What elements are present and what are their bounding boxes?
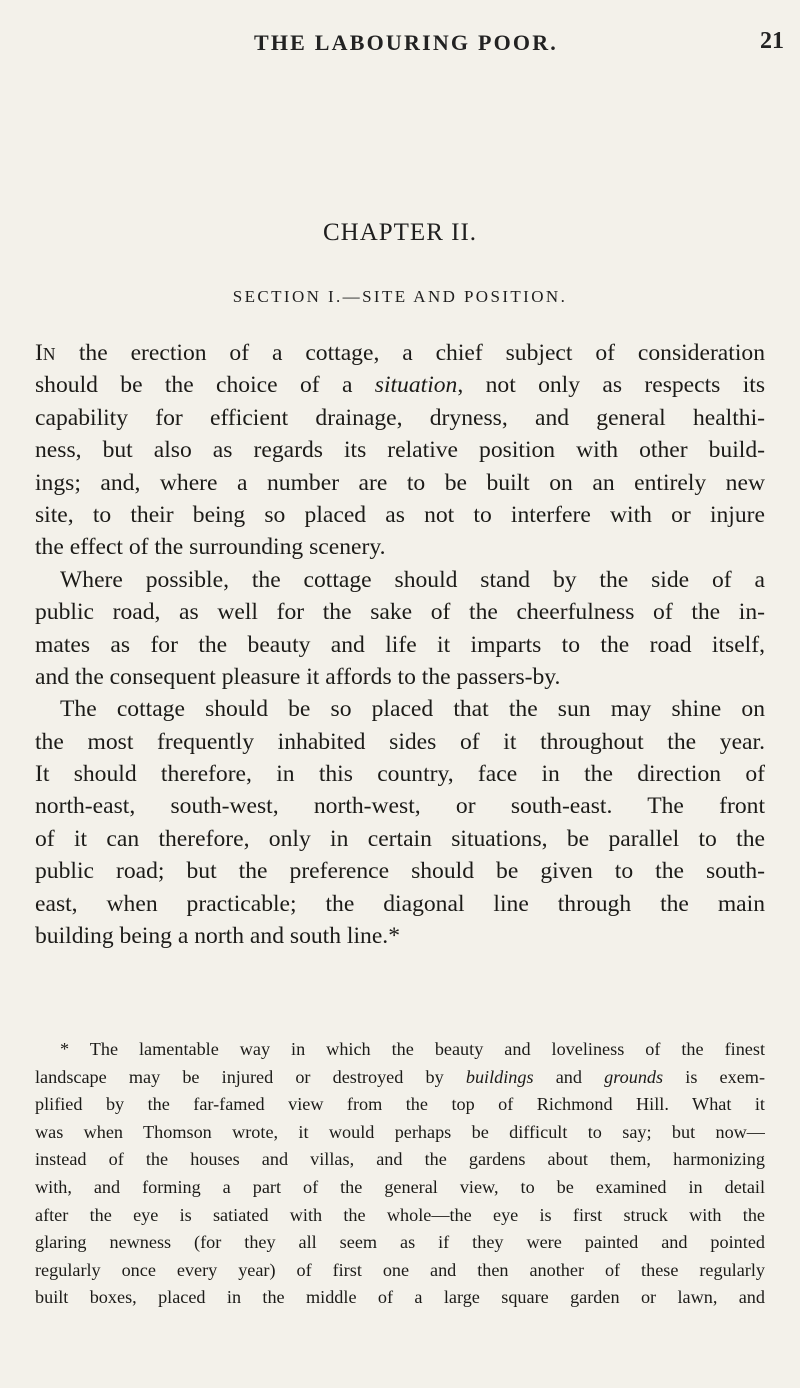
body-line: site, to their being so placed as not to interfere with or injure: [35, 501, 765, 528]
body-line: Where possible, the cottage should stand by the side of a: [60, 566, 765, 593]
chapter-title: CHAPTER II.: [322, 219, 478, 246]
body-line: The cottage should be so placed that the sun may shine on: [60, 696, 765, 723]
body-line: public road; but the preference should be given to the south-: [35, 858, 765, 885]
footnote-line: glaring newness (for they all seem as if they were painted and pointed: [35, 1232, 765, 1253]
body-line: public road, as well for the sake of the cheerfulness of the in-: [35, 599, 765, 626]
body-line: ings; and, where a number are to be built on an entirely new: [35, 469, 765, 496]
footnote-line: was when Thomson wrote, it would perhaps be difficult to say; but now—: [35, 1121, 765, 1142]
footnote-line: * The lamentable way in which the beauty and loveliness of the finest: [60, 1039, 765, 1059]
footnote-line: with, and forming a part of the general view, to be examined in detail: [35, 1176, 765, 1197]
body-line: capability for efficient drainage, dryness, and general healthi-: [35, 404, 765, 431]
body-line: IN the erection of a cottage, a chief subject of consideration: [35, 340, 765, 366]
running-head: [0, 28, 800, 58]
body-line: It should therefore, in this country, face in the direction of: [35, 761, 765, 788]
footnote-line: instead of the houses and villas, and the gardens about them, harmonizing: [35, 1149, 765, 1170]
footnote-line: plified by the far-famed view from the top of Richmond Hill. What it: [35, 1094, 765, 1115]
body-line: ness, but also as regards its relative position with other build-: [35, 437, 765, 464]
footnote-line: regularly once every year) of first one and then another of these regularly: [35, 1259, 765, 1280]
footnote-line: after the eye is satiated with the whole—the eye is first struck with the: [35, 1204, 765, 1225]
footnote: [35, 1036, 765, 1312]
body-line: east, when practicable; the diagonal line through the main: [35, 890, 765, 917]
body-line: and the consequent pleasure it affords to the passers-by.: [35, 663, 561, 690]
body-line: the effect of the surrounding scenery.: [35, 534, 386, 561]
footnote-line: landscape may be injured or destroyed by buildings and grounds is exem-: [35, 1066, 765, 1087]
body-text: [35, 337, 765, 952]
body-line: of it can therefore, only in certain situations, be parallel to the: [35, 825, 765, 852]
running-title: THE LABOURING POOR.: [254, 30, 558, 55]
footnote-line: built boxes, placed in the middle of a large square garden or lawn, and: [35, 1287, 765, 1308]
body-line: should be the choice of a situation, not only as respects its: [35, 372, 765, 399]
page-number: 21: [760, 28, 784, 54]
body-line: north-east, south-west, north-west, or south-east. The front: [35, 793, 765, 820]
body-line: mates as for the beauty and life it imparts to the road itself,: [35, 631, 765, 658]
body-line: building being a north and south line.*: [35, 923, 401, 950]
body-line: the most frequently inhabited sides of it throughout the year.: [35, 728, 765, 755]
section-title: SECTION I.—SITE AND POSITION.: [232, 287, 568, 306]
